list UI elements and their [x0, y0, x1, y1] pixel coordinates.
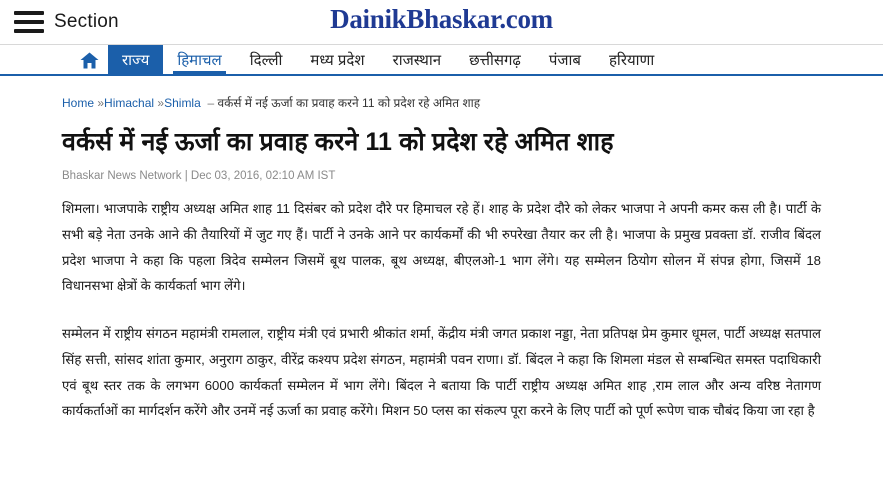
breadcrumb-current: वर्कर्स में नई ऊर्जा का प्रवाह करने 11 को प्रदेश रहे अमित शाह: [217, 96, 481, 110]
page-title: वर्कर्स में नई ऊर्जा का प्रवाह करने 11 को प्रदेश रहे अमित शाह: [62, 128, 614, 156]
breadcrumb-separator: »: [157, 96, 165, 110]
site-logo[interactable]: DainikBhaskar.com: [330, 4, 553, 34]
home-icon: [80, 52, 99, 69]
article-byline: Bhaskar News Network | Dec 03, 2016, 02:10 AM IST: [62, 170, 336, 183]
breadcrumb-separator: –: [204, 96, 218, 110]
article-body: [62, 196, 821, 424]
nav-item-madhya-pradesh[interactable]: [296, 45, 378, 74]
article-paragraph: शिमला। भाजपाके राष्ट्रीय अध्यक्ष अमित शाह 11 दिसंबर को प्रदेश दौरे पर हिमाचल रहे हें। शाह के प्रदेश दौरे को लेकर भाजपा ने अपनी कमर कस ली है। पार्टी के सभी बड़े नेता उनके आने की तैयारियों में जुट गए हैं। पार्टी ने उनके आने पर कार्यकर्मों की भी रुपरेखा तैयार कर ली है। भाजपा के प्रमुख प्रवक्ता डॉ. राजीव बिंदल प्रदेश भाजपा ने कहा कि पहला त्रिदेव सम्मेलन जिसमें बूथ पालक, बूथ अध्यक्ष, बीएलओ-1 भाग लेंगे। यह सम्मेलन ठियोग सोलन में संपन्न होगा, जिसमें 18 विधानसभा क्षेत्रों के कार्यकर्ता भाग लेंगे।: [62, 201, 821, 294]
breadcrumb: [62, 94, 821, 111]
nav-item-rajya[interactable]: [108, 45, 163, 74]
hamburger-bar: [14, 11, 44, 15]
breadcrumb-separator: »: [97, 96, 105, 110]
nav-item-himachal[interactable]: [163, 45, 235, 74]
hamburger-bar: [14, 29, 44, 33]
brand-container: [0, 4, 883, 35]
nav-item-rajasthan[interactable]: [379, 45, 455, 74]
nav-item-label: पंजाब: [548, 51, 581, 69]
nav-item-label: छत्तीसगढ़: [469, 51, 521, 69]
hamburger-icon[interactable]: [14, 11, 44, 33]
article-container: [0, 76, 883, 424]
nav-item-label: हरियाणा: [608, 51, 655, 69]
nav-item-chhattisgarh[interactable]: [455, 45, 535, 74]
section-menu-label[interactable]: Section: [54, 11, 119, 32]
breadcrumb-link-himachal[interactable]: Himachal: [104, 96, 155, 110]
nav-item-delhi[interactable]: [236, 45, 297, 74]
nav-item-label: हिमाचल: [177, 51, 222, 69]
nav-item-label: राजस्थान: [392, 51, 442, 69]
home-button[interactable]: [72, 45, 106, 75]
nav-item-label: राज्य: [122, 51, 150, 69]
main-navigation: [0, 44, 883, 76]
nav-item-punjab[interactable]: [535, 45, 595, 74]
hamburger-bar: [14, 20, 44, 24]
nav-item-label: दिल्ली: [249, 51, 283, 69]
breadcrumb-link-home[interactable]: Home: [62, 96, 95, 110]
article-paragraph: सम्मेलन में राष्ट्रीय संगठन महामंत्री रामलाल, राष्ट्रीय मंत्री एवं प्रभारी श्रीकांत शर्मा, केंद्रीय मंत्री जगत प्रकाश नड्डा, नेता प्रतिपक्ष प्रेम कुमार धूमल, पार्टी अध्यक्ष सतपाल सिंह सत्ती, सांसद शांता कुमार, अनुराग ठाकुर, वीरेंद्र कश्यप प्रदेश संगठन, महामंत्री पवन राणा। डॉ. बिंदल ने कहा कि शिमला मंडल से सम्बन्धित समस्त पदाधिकारी एवं बूथ स्तर तक के लगभग 6000 कार्यकर्ता सम्मेलन में भाग लेंगे। बिंदल ने बताया कि पार्टी राष्ट्रीय अध्यक्ष अमित शाह ,राम लाल और अन्य वरिष्ठ नेतागण कार्यकर्ताओं का मार्गदर्शन करेंगे और उनमें नई ऊर्जा का प्रवाह करेंगे। मिशन 50 प्लस का संकल्प पूरा करने के लिए पार्टी को पूर्ण रूपेण चाक चौबंद किया जा रहा है: [62, 326, 821, 419]
nav-item-label: मध्य प्रदेश: [310, 51, 365, 69]
nav-item-haryana[interactable]: [595, 45, 668, 74]
nav-item-list: [108, 45, 668, 74]
site-header: [0, 0, 883, 44]
breadcrumb-link-shimla[interactable]: Shimla: [164, 96, 201, 110]
